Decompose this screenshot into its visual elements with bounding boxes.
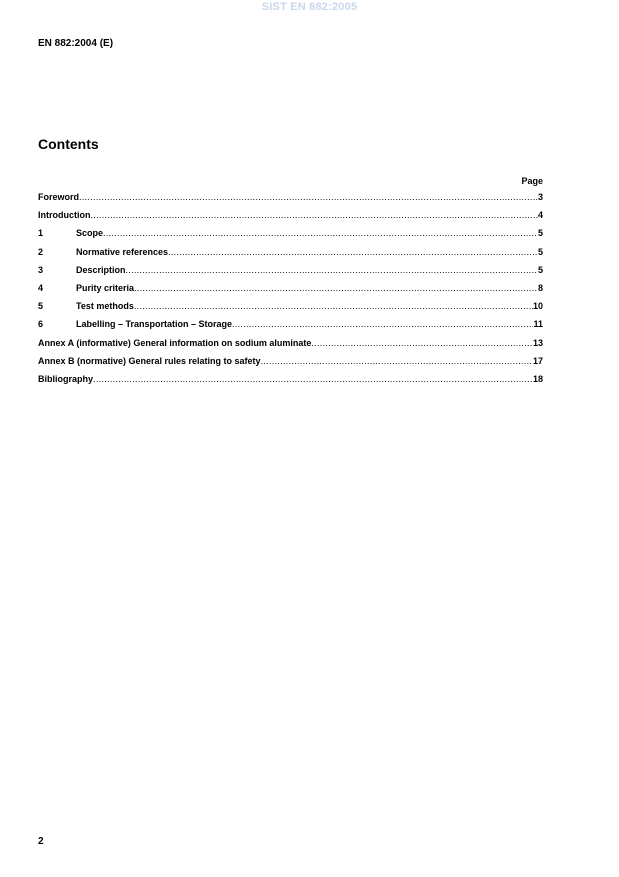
toc-entry-title: Description bbox=[76, 264, 126, 275]
toc-entry-page: 18 bbox=[532, 373, 543, 384]
toc-entry-page: 17 bbox=[532, 355, 543, 366]
toc-entry-annex-b[interactable] bbox=[38, 356, 543, 374]
dot-leader bbox=[232, 319, 533, 329]
toc-entry-page: 4 bbox=[537, 210, 543, 221]
toc-entry-page: 8 bbox=[537, 282, 543, 293]
toc-entry-title: Foreword bbox=[38, 192, 80, 202]
toc-entry-introduction[interactable] bbox=[38, 210, 543, 228]
toc-entry-number: 5 bbox=[38, 301, 44, 312]
toc-entry-number: 6 bbox=[38, 319, 44, 330]
toc-entry-number: 4 bbox=[38, 282, 44, 293]
toc-entry-title: Annex B (normative) General rules relating to safety bbox=[38, 355, 261, 366]
toc-entry-foreword[interactable] bbox=[38, 192, 543, 210]
toc-entry-page: 5 bbox=[537, 246, 543, 257]
dot-leader bbox=[168, 247, 538, 257]
document-id: EN 882:2004 (E) bbox=[38, 38, 114, 49]
toc-entry-page: 11 bbox=[533, 319, 543, 330]
dot-leader bbox=[103, 228, 538, 238]
page-column-label: Page bbox=[521, 176, 543, 186]
contents-heading: Contents bbox=[38, 136, 99, 152]
toc-entry-scope[interactable] bbox=[38, 228, 543, 246]
toc-entry-description[interactable] bbox=[38, 265, 543, 283]
toc-entry-page: 5 bbox=[537, 264, 543, 275]
toc-entry-annex-a[interactable] bbox=[38, 338, 543, 356]
toc-entry-title: Introduction bbox=[38, 210, 91, 221]
toc-entry-title: Annex A (informative) General information on sodium aluminate bbox=[38, 337, 312, 348]
toc-entry-title: Labelling – Transportation – Storage bbox=[76, 319, 233, 330]
toc-entry-test-methods[interactable] bbox=[38, 301, 543, 319]
toc-entry-title: Bibliography bbox=[38, 373, 94, 384]
toc-entry-number: 3 bbox=[38, 264, 44, 275]
watermark: SIST EN 882:2005 bbox=[261, 1, 358, 13]
dot-leader bbox=[79, 192, 538, 202]
toc-entry-title: Normative references bbox=[76, 246, 169, 257]
toc-entry-title: Scope bbox=[76, 228, 104, 239]
toc-entry-purity-criteria[interactable] bbox=[38, 283, 543, 301]
page-number: 2 bbox=[38, 836, 44, 847]
dot-leader bbox=[134, 283, 538, 293]
toc-entry-title: Test methods bbox=[76, 301, 134, 312]
toc-entry-number: 1 bbox=[38, 228, 44, 239]
toc-entry-page: 13 bbox=[532, 337, 543, 348]
toc-entry-page: 10 bbox=[532, 301, 543, 312]
dot-leader bbox=[91, 210, 538, 220]
toc-entry-labelling[interactable] bbox=[38, 319, 543, 337]
toc-entry-page: 3 bbox=[537, 192, 543, 202]
toc-entry-bibliography[interactable] bbox=[38, 374, 543, 392]
dot-leader bbox=[93, 374, 533, 384]
toc-entry-normative-references[interactable] bbox=[38, 247, 543, 265]
dot-leader bbox=[134, 301, 533, 311]
dot-leader bbox=[126, 265, 538, 275]
table-of-contents bbox=[38, 192, 543, 392]
dot-leader bbox=[261, 356, 533, 366]
toc-entry-page: 5 bbox=[537, 228, 543, 239]
toc-entry-title: Purity criteria bbox=[76, 282, 135, 293]
toc-entry-number: 2 bbox=[38, 246, 44, 257]
dot-leader bbox=[311, 338, 533, 348]
